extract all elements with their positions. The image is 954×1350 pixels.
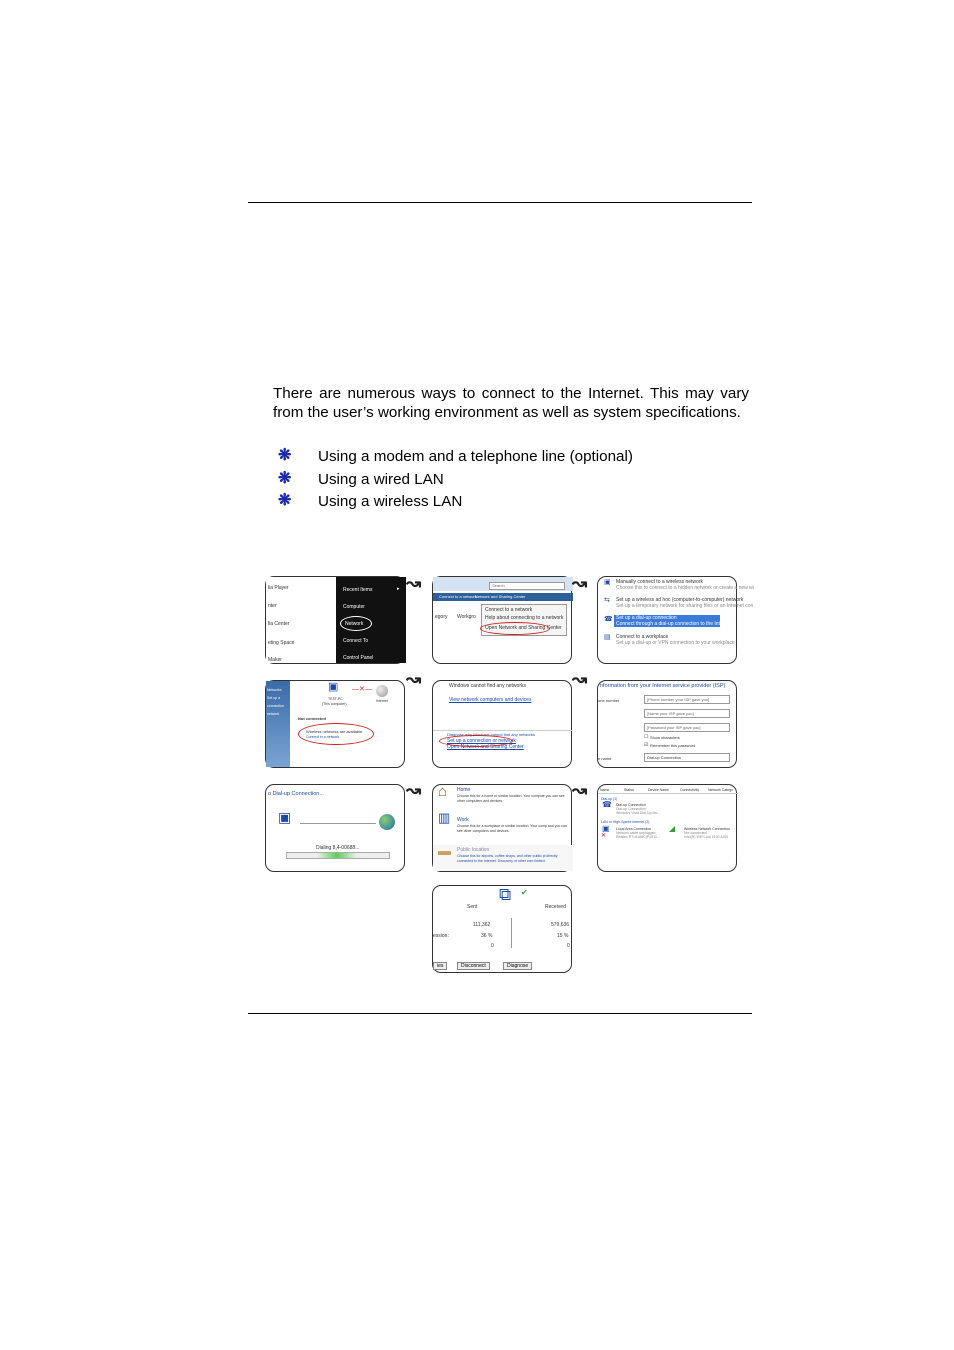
computer-icon: ▣ <box>328 681 339 693</box>
menu-item: Maker <box>268 657 282 663</box>
progress-bar <box>286 852 390 859</box>
step-arrow-icon: ↝ <box>572 573 588 593</box>
wireless-icon: ▣ <box>604 579 611 586</box>
list-item <box>278 470 633 493</box>
dialing-screenshot <box>265 784 405 872</box>
option-title: Set up a wireless ad hoc (computer-to-computer) network <box>616 597 744 603</box>
list-item-label: Using a modem and a telephone line (optional) <box>318 448 633 465</box>
bytes-received: 579,636 <box>551 922 570 928</box>
menu-item: eting Space <box>268 640 295 646</box>
menu-item: lia Center <box>268 621 290 627</box>
connection-name: Dial-up Connection <box>616 803 646 807</box>
diagnose-link: Diagnose why Windows cannot find any networks <box>447 732 535 737</box>
panel-header: Windows cannot find any networks <box>449 683 526 689</box>
option-title: Set up a dial-up connection <box>616 615 677 621</box>
sidebar-link: Networks <box>267 688 282 692</box>
option-desc: Set up a dial-up or VPN connection to your workplace <box>616 640 735 646</box>
connection-name: Wireless Network Connection <box>684 827 730 831</box>
bench-icon: ▬ <box>438 843 451 858</box>
start-menu-screenshot <box>265 576 405 664</box>
location-title: Home <box>457 787 471 793</box>
option-title: Connect to a workplace <box>616 634 669 640</box>
connection-device: Intel(R) WiFi Link 5100 AGN <box>684 835 728 839</box>
location-desc: Choose this for airports, coffee shops, and other public pl directly connected to the Internet. Discovery of other com limited. <box>457 854 558 863</box>
computer-label: TEST-PC <box>328 697 343 701</box>
diagnose-button: Diagnose <box>503 962 532 970</box>
column-header: Connectivity <box>680 788 700 792</box>
dialup-connection-icon: ☎ <box>602 800 612 809</box>
list-item-label: Using a wired LAN <box>318 470 444 488</box>
user-name-field: [Name your ISP gave you] <box>644 709 730 718</box>
menu-item: Network <box>345 621 364 627</box>
unplugged-x-icon: ✕ <box>601 833 607 839</box>
option-desc: Set up a temporary network for sharing files or an Internet con <box>616 603 754 609</box>
connection-status: Not connected <box>684 831 707 835</box>
menu-item: Computer <box>343 604 365 610</box>
sidebar-link: connection <box>267 704 284 708</box>
start-menu-left-pane <box>266 577 337 663</box>
menu-item: nter <box>268 603 277 609</box>
intro-paragraph: There are numerous ways to connect to the Internet. This may vary from the user’s working environment as well as system specifications. <box>273 385 749 421</box>
field-label: n name <box>598 756 612 761</box>
top-rule <box>248 202 752 203</box>
checkbox-icon: ☑ <box>644 742 649 748</box>
progress-fill <box>317 853 357 858</box>
connection-device: Windows Vista Dial-Up Mo... <box>616 811 661 815</box>
column-header: Network Catego <box>708 788 734 792</box>
disconnect-button: Disconnect <box>457 962 490 970</box>
network-connections-screenshot <box>597 784 737 872</box>
workplace-icon: ▤ <box>604 634 611 641</box>
notice-text: Wireless networks are available. <box>306 729 364 734</box>
network-location-screenshot <box>432 784 572 872</box>
view-network-link: View network computers and devices <box>449 697 532 703</box>
connection-line <box>300 823 376 824</box>
connection-name: Local Area Connection <box>616 827 652 831</box>
highlight-circle <box>439 735 513 747</box>
network-folder-screenshot <box>432 576 572 664</box>
compression-label: ession: <box>433 933 449 939</box>
column-header: Status <box>624 788 634 792</box>
option-desc: Connect through a dial-up connection to the Internet <box>616 621 732 627</box>
lan-connection-icon: ▣ <box>602 824 610 833</box>
open-sharing-center-link: Open Network and Sharing Center <box>447 744 524 750</box>
wireless-connection-icon: ◢ <box>669 824 676 833</box>
sent-label: Sent <box>467 904 478 910</box>
start-menu-right-pane <box>336 577 406 663</box>
show-characters-label: Show characters <box>650 735 680 740</box>
internet-label: Internet <box>376 699 388 703</box>
blue-sidebar <box>266 681 290 767</box>
toolbar-tab: Network and Sharing Center <box>475 594 526 599</box>
step-arrow-icon: ↝ <box>572 780 588 800</box>
disconnected-x-icon: —✕— <box>352 686 372 693</box>
highlight-circle <box>298 723 374 745</box>
highlight-circle <box>480 622 550 635</box>
connection-status: Dial-up Connection <box>616 807 646 811</box>
globe-icon <box>376 685 388 697</box>
column-header: Name <box>600 788 610 792</box>
menu-item: Recent Items <box>343 587 373 593</box>
snowflake-bullet-icon: ❋ <box>278 447 292 464</box>
checkbox-icon: ☐ <box>644 734 649 740</box>
list-item-label: Using a wireless LAN <box>318 493 463 510</box>
menu-item: Connect To <box>343 638 369 644</box>
location-title: Work <box>457 817 469 823</box>
snowflake-bullet-icon: ❋ <box>278 492 292 509</box>
menu-item: Help about connecting to a network <box>485 615 564 621</box>
sidebar-link: Set up a <box>267 696 281 700</box>
compression-received: 15 % <box>557 933 569 939</box>
dialing-status: Dialing 8,4-00688... <box>316 845 360 851</box>
network-activity-icon: ⧉ <box>499 885 512 904</box>
phone-number-field: [Phone number your ISP gave you] <box>644 695 730 704</box>
option-title: Manually connect to a wireless network <box>616 579 703 585</box>
menu-item: Control Panel <box>343 655 374 661</box>
connection-name-field: Dial-up Connection <box>644 753 730 762</box>
step-arrow-icon: ↝ <box>406 780 422 800</box>
compression-sent: 36 % <box>481 933 493 939</box>
globe-icon <box>379 814 395 830</box>
remember-password-label: Remember this password <box>650 743 696 748</box>
computer-sublabel: (This computer) <box>322 702 347 706</box>
field-label: one number <box>598 698 620 703</box>
adhoc-icon: ⇆ <box>604 597 610 604</box>
column-header: egory <box>435 614 448 620</box>
connection-status: Network cable unplugged <box>616 831 656 835</box>
list-item <box>278 447 633 470</box>
step-arrow-icon: ↝ <box>406 573 422 593</box>
search-input: Search <box>489 582 565 590</box>
sidebar-link: network <box>267 712 280 716</box>
work-icon: ▥ <box>438 810 451 825</box>
properties-button: ies <box>433 962 447 970</box>
location-desc: Choose this for a workplace or similar location. Your comp and you can see other computers and devices. <box>457 824 567 833</box>
dialup-icon: ☎ <box>604 616 613 623</box>
password-field: [Password your ISP gave you] <box>644 723 730 732</box>
notice-link: Connect to a network <box>306 735 340 739</box>
sharing-center-screenshot <box>265 680 405 768</box>
errors-sent: 0 <box>491 943 494 949</box>
isp-info-screenshot <box>597 680 737 768</box>
location-desc: Choose this for a home or similar location. Your compute you can see other computers and devices. <box>457 794 565 803</box>
step-arrow-icon: ↝ <box>572 669 588 689</box>
connected-check-icon: ✔ <box>521 888 528 897</box>
step-arrow-icon: ↝ <box>406 669 422 689</box>
column-header: Device Name <box>648 788 670 792</box>
location-title: Public location <box>457 847 490 853</box>
chevron-right-icon: ▸ <box>397 586 400 592</box>
connection-options-screenshot <box>597 576 754 664</box>
connection-device: Realtek RTL8168C(P)/811... <box>616 835 660 839</box>
dialog-title: o Dial-up Connection... <box>268 791 324 797</box>
menu-item: Connect to a network <box>485 607 533 613</box>
group-header: LAN or High-Speed Internet (2) <box>601 820 650 824</box>
list-item <box>278 492 633 515</box>
menu-item: Open Network and Sharing Center <box>485 625 562 631</box>
column-header: Workgro <box>457 614 476 620</box>
group-header: Dial-up (1) <box>601 797 618 801</box>
connection-status-screenshot <box>432 885 572 973</box>
panel-title: nformation from your Internet service provider (ISP) <box>600 683 726 689</box>
connection-methods-list <box>278 447 633 515</box>
errors-received: 0 <box>567 943 570 949</box>
option-desc: Choose this to connect to a hidden network or create a new wi <box>616 585 754 591</box>
snowflake-bullet-icon: ❋ <box>278 469 292 487</box>
status-label: Not connected <box>298 716 326 721</box>
divider-line <box>511 918 512 948</box>
computer-icon: ▣ <box>278 809 292 825</box>
no-networks-screenshot <box>432 680 572 768</box>
setup-connection-link: Set up a connection or network <box>447 738 516 744</box>
highlight-circle <box>340 616 372 631</box>
received-label: Received <box>545 904 566 910</box>
bottom-rule <box>248 1013 752 1014</box>
menu-item: lia Player <box>268 585 289 591</box>
home-icon: ⌂ <box>438 783 448 800</box>
toolbar-tab: Connect to a network <box>439 594 477 599</box>
footer-divider <box>433 730 573 731</box>
bytes-sent: 111,362 <box>473 922 491 928</box>
